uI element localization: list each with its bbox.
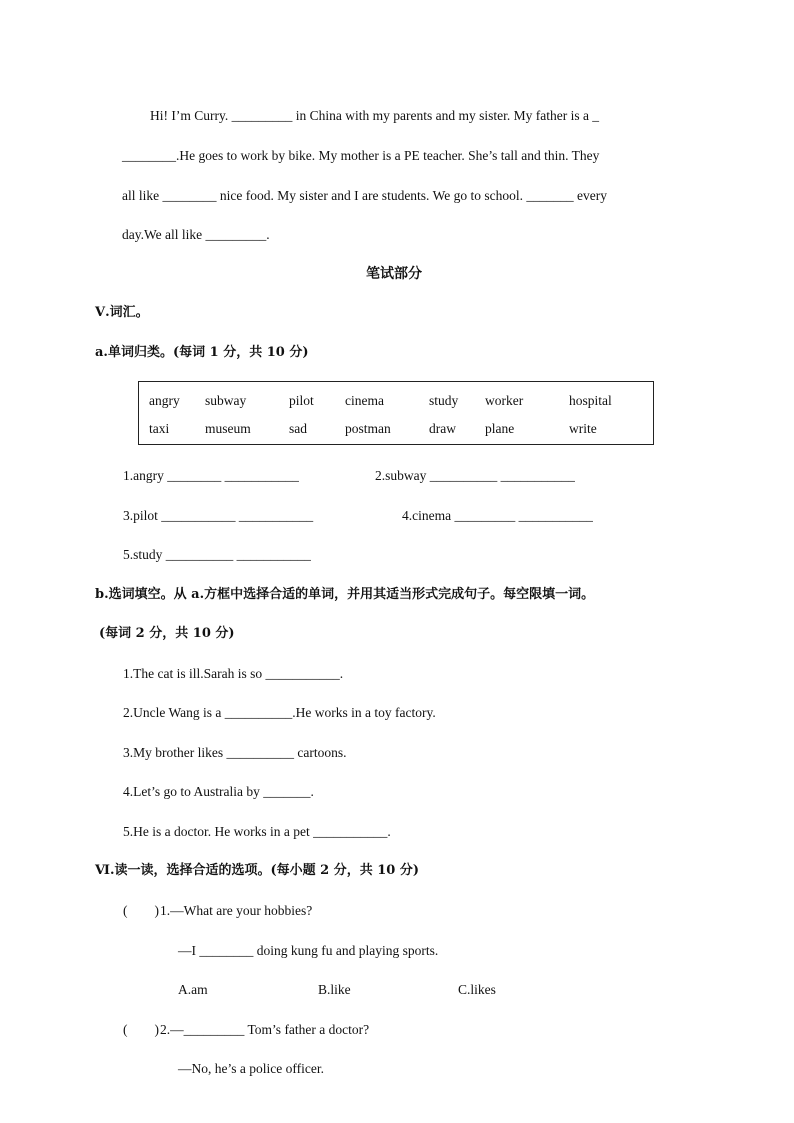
passage-line-1: Hi! I’m Curry. _________ in China with my parents and my sister. My father is a _ xyxy=(150,108,600,123)
q1-option-c: C.likes xyxy=(458,982,496,997)
word-box-cell: draw xyxy=(429,421,456,436)
q2-answer-line: —No, he’s a police officer. xyxy=(178,1061,324,1076)
section-6-heading: Ⅵ.读一读，选择合适的选项。(每小题 2 分，共 10 分) xyxy=(95,863,420,878)
word-box-cell: worker xyxy=(485,393,524,408)
q1-answer-bracket: ( ) xyxy=(123,903,159,918)
word-box-cell: museum xyxy=(205,421,251,436)
written-part-title: 笔试部分 xyxy=(366,266,422,282)
q1-option-b: B.like xyxy=(318,982,351,997)
word-box-cell: subway xyxy=(205,393,247,408)
fill-item-4: 4.Let’s go to Australia by _______. xyxy=(123,784,314,799)
fill-item-1: 1.The cat is ill.Sarah is so ___________. xyxy=(123,666,344,681)
fill-item-3: 3.My brother likes __________ cartoons. xyxy=(123,745,347,760)
word-box-cell: pilot xyxy=(289,393,314,408)
q1-option-a: A.am xyxy=(178,982,208,997)
q2-question: 2.—_________ Tom’s father a doctor? xyxy=(160,1022,370,1037)
word-box-cell: postman xyxy=(345,421,391,436)
word-box-cell: taxi xyxy=(149,421,170,436)
q1-answer-line: —I ________ doing kung fu and playing sports. xyxy=(178,943,439,958)
word-box-cell: angry xyxy=(149,393,180,408)
fill-item-5: 5.He is a doctor. He works in a pet ___________. xyxy=(123,824,391,839)
classify-item-1: 1.angry ________ ___________ xyxy=(123,468,299,483)
word-box-cell: plane xyxy=(485,421,515,436)
part-b-heading-line-2: (每词 2 分，共 10 分) xyxy=(99,626,235,641)
passage-line-3: all like ________ nice food. My sister and I are students. We go to school. _______ every xyxy=(122,188,607,203)
passage-line-2: ________.He goes to work by bike. My mother is a PE teacher. She’s tall and thin. They xyxy=(122,148,600,163)
q1-question: 1.—What are your hobbies? xyxy=(160,903,313,918)
classify-item-2: 2.subway __________ ___________ xyxy=(375,468,575,483)
classify-item-4: 4.cinema _________ ___________ xyxy=(402,508,593,523)
q2-answer-bracket: ( ) xyxy=(123,1022,159,1037)
word-box-cell: cinema xyxy=(345,393,384,408)
classify-item-3: 3.pilot ___________ ___________ xyxy=(123,508,314,523)
passage-line-4: day.We all like _________. xyxy=(122,227,270,242)
classify-item-5: 5.study __________ ___________ xyxy=(123,547,311,562)
part-a-heading: a.单词归类。(每词 1 分，共 10 分) xyxy=(95,345,309,360)
section-5-heading: Ⅴ.词汇。 xyxy=(95,305,149,320)
fill-item-2: 2.Uncle Wang is a __________.He works in a toy factory. xyxy=(123,705,436,720)
word-box-cell: study xyxy=(429,393,459,408)
word-box-cell: sad xyxy=(289,421,307,436)
word-box-cell: hospital xyxy=(569,393,612,408)
word-box xyxy=(138,381,654,445)
part-b-heading-line-1: b.选词填空。从 a.方框中选择合适的单词，并用其适当形式完成句子。每空限填一词。 xyxy=(95,587,595,602)
word-box-cell: write xyxy=(569,421,597,436)
